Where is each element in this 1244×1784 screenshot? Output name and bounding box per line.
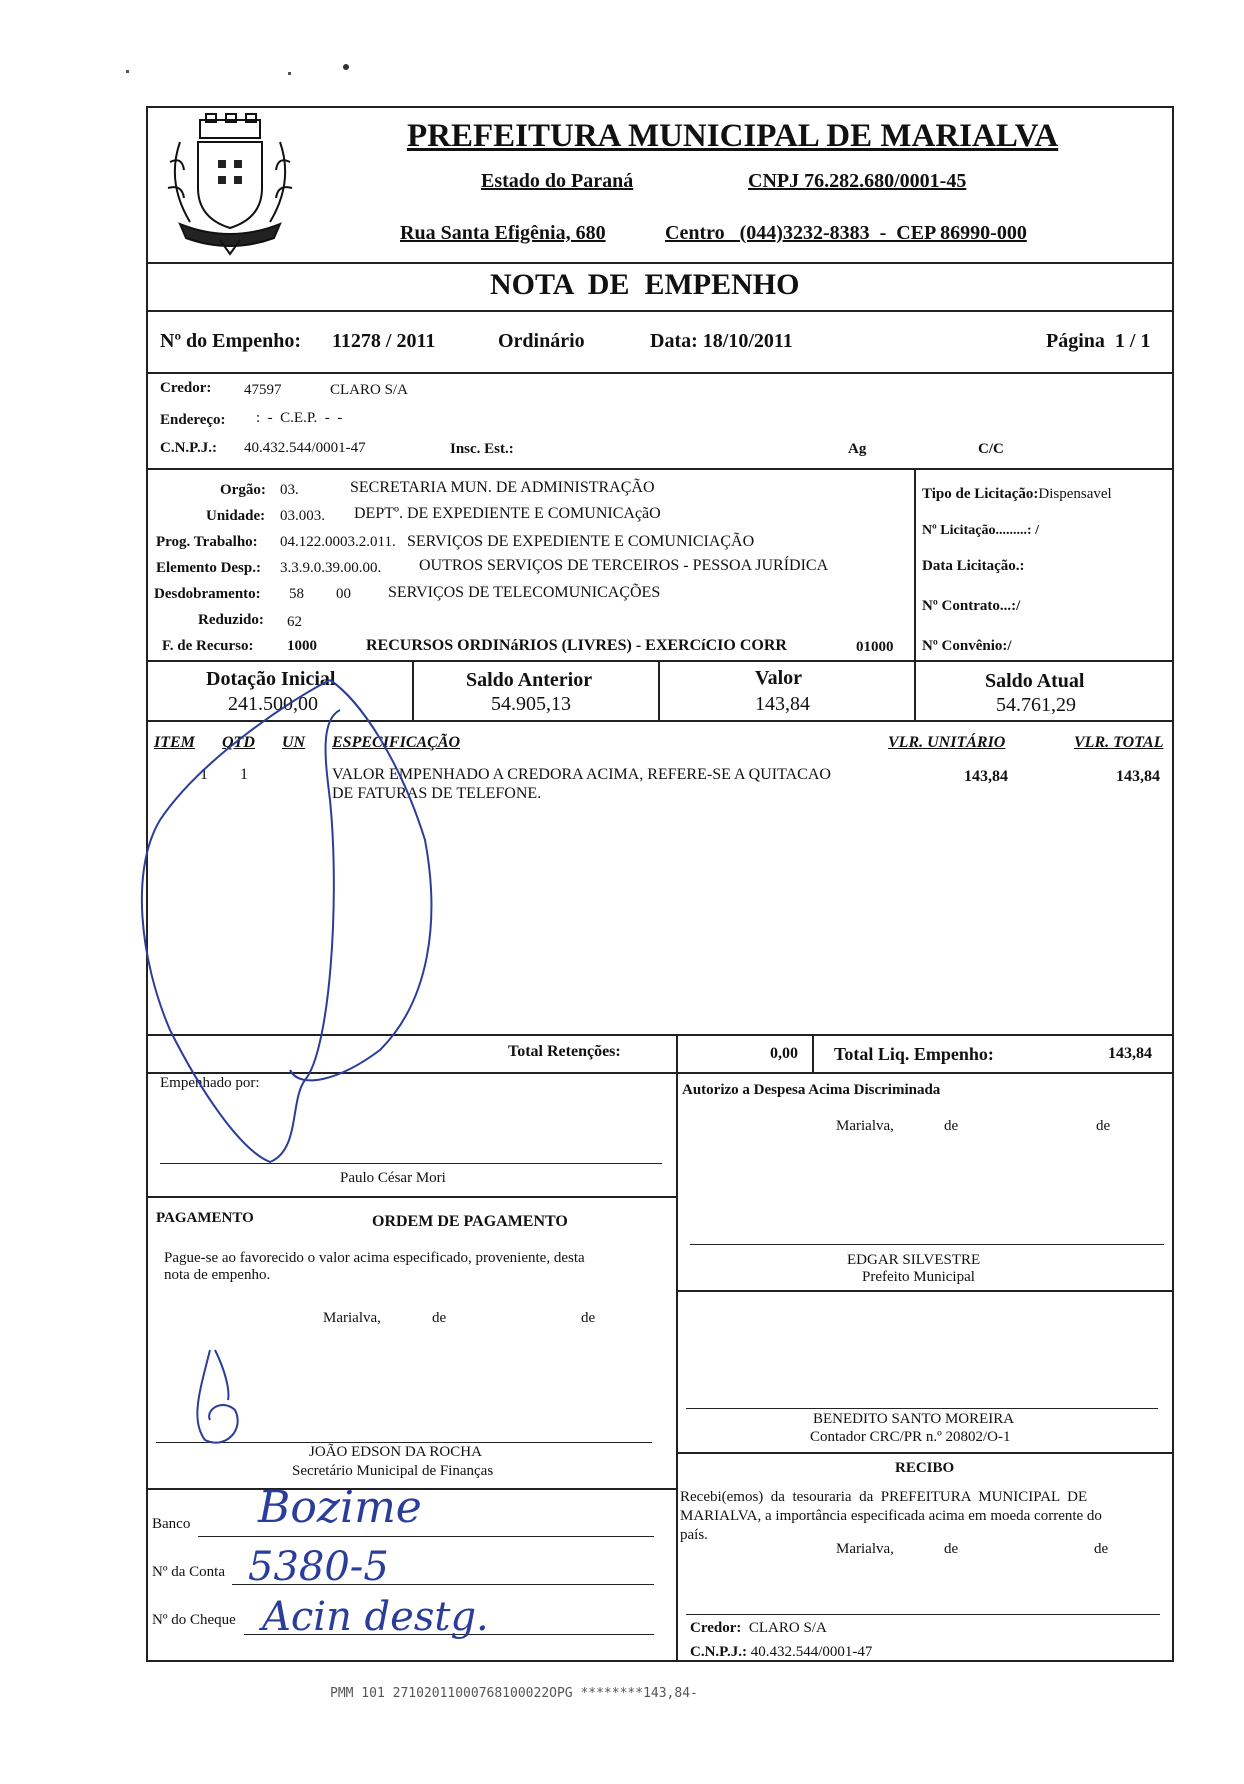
cnpj-label: CNPJ 76.282.680/0001-45 <box>748 170 967 192</box>
tipo-licitacao-value: Dispensavel <box>1038 486 1112 502</box>
row-spec-line1: VALOR EMPENHADO A CREDORA ACIMA, REFERE-SE A QUITACAO <box>332 766 831 783</box>
empenho-type: Ordinário <box>498 330 585 352</box>
prog-trabalho-code: 04.122.0003.2.011. <box>280 534 396 550</box>
col-header-unit-value: VLR. UNITÁRIO <box>888 734 1006 751</box>
autorizo-label: Autorizo a Despesa Acima Discriminada <box>682 1082 941 1098</box>
pagamento-text-line1: Pague-se ao favorecido o valor acima especificado, proveniente, desta <box>164 1250 585 1266</box>
accountant-name: BENEDITO SANTO MOREIRA <box>813 1411 1015 1427</box>
col-header-un: UN <box>282 734 306 751</box>
recurso-code: 1000 <box>287 638 317 654</box>
print-stamp: PMM 101 27102011000768100022OPG ********143,84- <box>330 1686 698 1701</box>
reduzido-value: 62 <box>287 614 302 630</box>
dotacao-value: 241.500,00 <box>228 693 318 715</box>
cheque-handwritten: Acin destg. <box>262 1594 489 1640</box>
reduzido-label: Reduzido: <box>198 612 264 628</box>
desdobramento-label: Desdobramento: <box>154 586 261 602</box>
valor-value: 143,84 <box>755 693 810 715</box>
row-item: 1 <box>200 766 208 783</box>
pagamento-label: PAGAMENTO <box>156 1210 254 1226</box>
document-title: NOTA DE EMPENHO <box>490 268 800 301</box>
credor-label: Credor: <box>160 380 212 396</box>
accountant-role: Contador CRC/PR n.º 20802/O-1 <box>810 1429 1011 1445</box>
elemento-name: OUTROS SERVIÇOS DE TERCEIROS - PESSOA JURÍDICA <box>419 557 829 574</box>
mayor-role: Prefeito Municipal <box>862 1269 975 1285</box>
recibo-text-line1: Recebi(emos) da tesouraria da PREFEITURA MUNICIPAL DE <box>680 1489 1088 1505</box>
empenho-number-label: Nº do Empenho: <box>160 330 302 352</box>
mayor-name: EDGAR SILVESTRE <box>847 1252 981 1268</box>
pagamento-de2: de <box>581 1310 596 1326</box>
dotacao-label: Dotação Inicial <box>206 668 336 690</box>
banco-label: Banco <box>152 1516 191 1532</box>
state-label: Estado do Paraná <box>481 170 634 192</box>
unidade-name: DEPTº. DE EXPEDIENTE E COMUNICAçãO <box>354 505 661 522</box>
credor-name: CLARO S/A <box>330 382 408 398</box>
insc-est-label: Insc. Est.: <box>450 441 514 457</box>
secretary-name: JOÃO EDSON DA ROCHA <box>309 1444 482 1460</box>
banco-handwritten: Bozime <box>258 1482 422 1533</box>
recibo-cnpj: C.N.P.J.: 40.432.544/0001-47 <box>690 1644 873 1660</box>
prog-trabalho-name: SERVIÇOS DE EXPEDIENTE E COMUNICIAÇÃO <box>407 533 755 550</box>
liq-empenho-value: 143,84 <box>1108 1045 1152 1062</box>
empenhado-label: Empenhado por: <box>160 1075 260 1091</box>
recibo-credor: Credor: CLARO S/A <box>690 1620 827 1636</box>
prog-trabalho-label: Prog. Trabalho: <box>156 534 258 550</box>
licitacao-number: Nº Licitação.........: / <box>922 523 1039 538</box>
empenhado-signer: Paulo César Mori <box>340 1170 446 1186</box>
recibo-text-line2: MARIALVA, a importância especificada acima em moeda corrente do <box>680 1508 1102 1524</box>
saldo-atual-value: 54.761,29 <box>996 694 1076 716</box>
page-title: PREFEITURA MUNICIPAL DE MARIALVA <box>407 118 1059 154</box>
saldo-atual-label: Saldo Atual <box>985 670 1085 692</box>
convenio-number: Nº Convênio:/ <box>922 638 1012 654</box>
conta-handwritten: 5380-5 <box>248 1544 389 1590</box>
recibo-label: RECIBO <box>895 1460 955 1476</box>
orgao-code: 03. <box>280 482 299 498</box>
col-header-total-value: VLR. TOTAL <box>1074 734 1164 751</box>
col-header-spec: ESPECIFICAÇÃO <box>332 734 461 751</box>
secretary-role: Secretário Municipal de Finanças <box>292 1463 494 1479</box>
liq-empenho-label: Total Liq. Empenho: <box>834 1044 994 1064</box>
tipo-licitacao-label: Tipo de Licitação:Dispensavel <box>922 486 1112 502</box>
col-header-qtd: QTD <box>222 734 255 751</box>
desdobramento-code1: 58 <box>289 586 304 602</box>
desdobramento-name: SERVIÇOS DE TELECOMUNICAÇÕES <box>388 584 661 601</box>
cnpj-field-label: C.N.P.J.: <box>160 440 217 456</box>
orgao-name: SECRETARIA MUN. DE ADMINISTRAÇÃO <box>350 479 655 496</box>
recibo-de2: de <box>1094 1541 1109 1557</box>
pagamento-de1: de <box>432 1310 447 1326</box>
unidade-label: Unidade: <box>206 508 266 524</box>
saldo-anterior-value: 54.905,13 <box>491 693 571 715</box>
autorizo-de1: de <box>944 1118 959 1134</box>
cc-label: C/C <box>978 441 1004 457</box>
conta-label: Nº da Conta <box>152 1564 225 1580</box>
credor-code: 47597 <box>244 382 282 398</box>
orgao-label: Orgão: <box>220 482 266 498</box>
credor-address: : - C.E.P. - - <box>256 410 343 426</box>
cheque-label: Nº do Cheque <box>152 1612 236 1628</box>
credor-cnpj: 40.432.544/0001-47 <box>244 440 366 456</box>
row-unit-value: 143,84 <box>964 768 1008 785</box>
autorizo-de2: de <box>1096 1118 1111 1134</box>
contact-label: Centro (044)3232-8383 - CEP 86990-000 <box>665 222 1027 244</box>
retencoes-value: 0,00 <box>770 1045 798 1062</box>
elemento-code: 3.3.9.0.39.00.00. <box>280 560 382 576</box>
recurso-label: F. de Recurso: <box>162 638 254 654</box>
ag-label: Ag <box>848 441 867 457</box>
recibo-de1: de <box>944 1541 959 1557</box>
unidade-code: 03.003. <box>280 508 325 524</box>
elemento-label: Elemento Desp.: <box>156 560 261 576</box>
page-number: Página 1 / 1 <box>1046 330 1151 352</box>
saldo-anterior-label: Saldo Anterior <box>466 669 593 691</box>
empenho-number: 11278 / 2011 <box>332 330 436 352</box>
col-header-item: ITEM <box>154 734 195 751</box>
pagamento-text-line2: nota de empenho. <box>164 1267 271 1283</box>
autorizo-place: Marialva, <box>836 1118 894 1134</box>
recurso-number: 01000 <box>856 639 894 655</box>
recibo-place: Marialva, <box>836 1541 894 1557</box>
row-qtd: 1 <box>240 766 248 783</box>
ordem-pagamento-label: ORDEM DE PAGAMENTO <box>372 1213 568 1230</box>
licitacao-date: Data Licitação.: <box>922 558 1025 574</box>
recibo-text-line3: país. <box>680 1527 708 1543</box>
contrato-number: Nº Contrato...:/ <box>922 598 1021 614</box>
recurso-name: RECURSOS ORDINáRIOS (LIVRES) - EXERCíCIO CORR <box>366 637 787 654</box>
desdobramento-code2: 00 <box>336 586 351 602</box>
empenho-date: Data: 18/10/2011 <box>650 330 793 352</box>
valor-label: Valor <box>755 667 803 689</box>
retencoes-label: Total Retenções: <box>508 1043 621 1060</box>
address-field-label: Endereço: <box>160 412 226 428</box>
address-label: Rua Santa Efigênia, 680 <box>400 222 606 244</box>
row-total-value: 143,84 <box>1116 768 1160 785</box>
row-spec-line2: DE FATURAS DE TELEFONE. <box>332 785 542 802</box>
pagamento-place: Marialva, <box>323 1310 381 1326</box>
